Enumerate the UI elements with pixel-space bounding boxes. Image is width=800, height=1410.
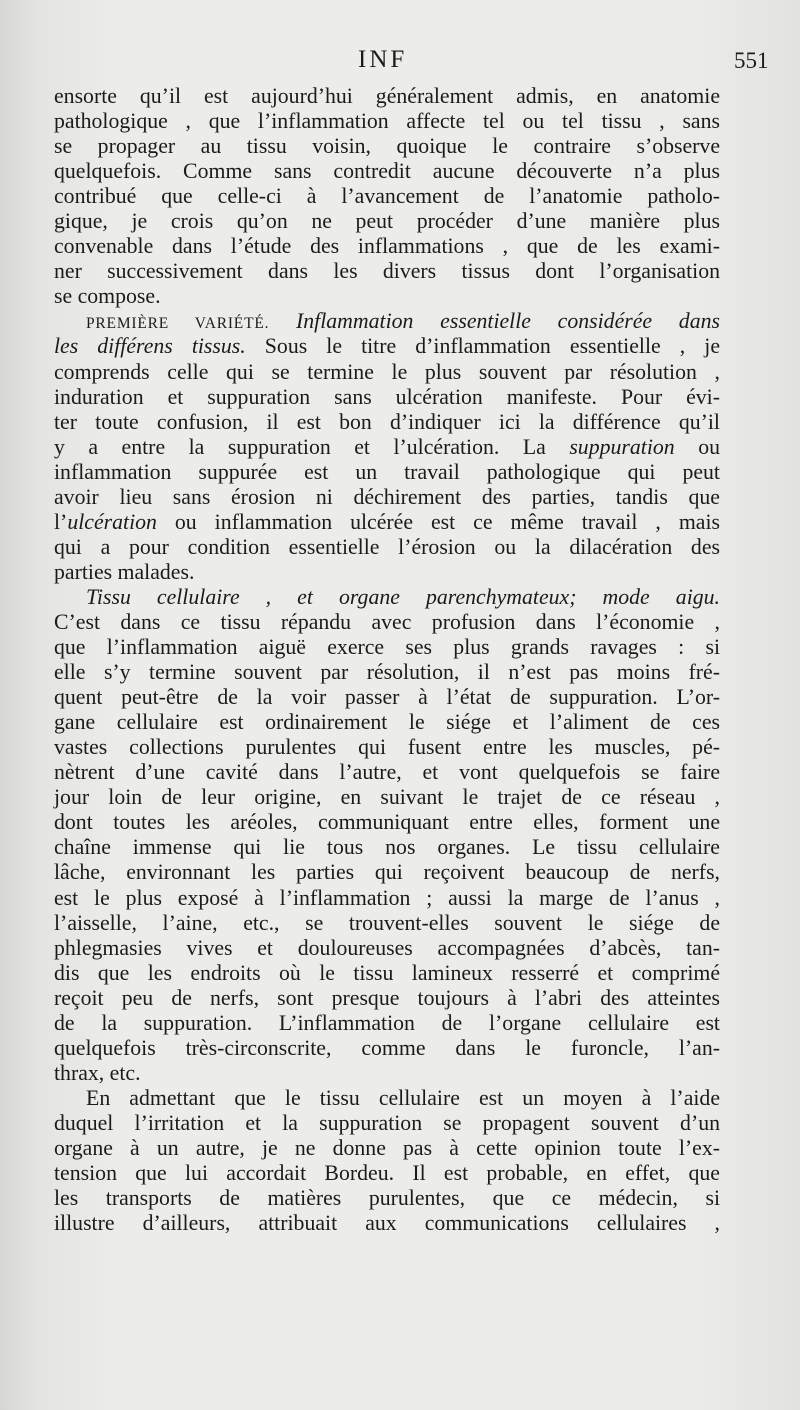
text-line: organe à un autre, je ne donne pas à cette opinion toute l’ex- <box>54 1135 720 1160</box>
page-header <box>0 46 800 86</box>
text-line: gique, je crois qu’on ne peut procéder d’une manière plus <box>54 209 720 234</box>
text-line: elle s’y termine souvent par résolution, il n’est pas moins fré- <box>54 660 720 685</box>
text-line <box>54 510 720 535</box>
text-line: se propager au tissu voisin, quoique le contraire s’observe <box>54 134 720 159</box>
text-line: duquel l’irritation et la suppuration se propagent souvent d’un <box>54 1110 720 1135</box>
subsection-title: Tissu cellulaire , et organe parenchymateux; mode aigu. <box>86 584 720 609</box>
text-line: de la suppuration. L’inflammation de l’organe cellulaire est <box>54 1010 720 1035</box>
subsection-heading-line <box>54 585 720 610</box>
text-run: l’ <box>54 509 68 534</box>
italic-term: ulcération <box>67 509 157 534</box>
text-run: y a entre la suppuration et l’ulcération. La <box>54 434 570 459</box>
running-head: INF <box>358 46 408 73</box>
text-line: gane cellulaire est ordinairement le siége et l’aliment de ces <box>54 710 720 735</box>
text-line: induration et suppuration sans ulcération manifeste. Pour évi- <box>54 384 720 409</box>
text-line <box>54 435 720 460</box>
text-line: comprends celle qui se termine le plus souvent par résolution , <box>54 359 720 384</box>
section-title-cont: les différens tissus. <box>54 334 246 359</box>
text-line: ner successivement dans les divers tissus dont l’organisation <box>54 259 720 284</box>
italic-term: suppuration <box>569 434 675 459</box>
text-line: ter toute confusion, il est bon d’indiquer ici la différence qu’il <box>54 409 720 434</box>
text-line: est le plus exposé à l’inflammation ; aussi la marge de l’anus , <box>54 885 720 910</box>
text-line: se compose. <box>54 284 161 309</box>
text-line: ensorte qu’il est aujourd’hui généralement admis, en anatomie <box>54 84 720 108</box>
text-line: les transports de matières purulentes, que ce médecin, si <box>54 1186 720 1211</box>
text-line: illustre d’ailleurs, attribuait aux communications cellulaires , <box>54 1211 720 1236</box>
text-line: parties malades. <box>54 559 195 584</box>
text-line: avoir lieu sans érosion ni déchirement des parties, tandis que <box>54 484 720 509</box>
text-line: jour loin de leur origine, en suivant le trajet de ce réseau , <box>54 785 720 810</box>
text-line: qui a pour condition essentielle l’érosion ou la dilacération des <box>54 534 720 559</box>
text-line: vastes collections purulentes qui fusent entre les muscles, pé- <box>54 735 720 760</box>
text-line: convenable dans l’étude des inflammations , que de les exami- <box>54 234 720 259</box>
text-line: C’est dans ce tissu répandu avec profusion dans l’économie , <box>54 609 720 634</box>
section-title: Inflammation essentielle considérée dans <box>269 309 720 334</box>
text-line: tension que lui accordait Bordeu. Il est probable, en effet, que <box>54 1161 720 1186</box>
text-line: thrax, etc. <box>54 1060 141 1085</box>
text-line: que l’inflammation aiguë exerce ses plus grands ravages : si <box>54 635 720 660</box>
section-heading-line <box>54 309 720 334</box>
page-number: 551 <box>734 48 769 73</box>
text-line: pathologique , que l’inflammation affecte tel ou tel tissu , sans <box>54 109 720 134</box>
text-line: phlegmasies vives et douloureuses accompagnées d’abcès, tan- <box>54 935 720 960</box>
text-line: nètrent d’une cavité dans l’autre, et vont quelquefois se faire <box>54 760 720 785</box>
text-line: quelquefois très-circonscrite, comme dans le furoncle, l’an- <box>54 1035 720 1060</box>
text-run: ou <box>674 434 720 459</box>
body-text <box>54 84 720 1236</box>
variety-label: PREMIÈRE VARIÉTÉ. <box>86 315 270 333</box>
text-line: lâche, environnant les parties qui reçoivent beaucoup de nerfs, <box>54 860 720 885</box>
text-line: inflammation suppurée est un travail pathologique qui peut <box>54 459 720 484</box>
text-line: dis que les endroits où le tissu lamineux resserré et comprimé <box>54 960 720 985</box>
text-line: contribué que celle-ci à l’avancement de l’anatomie patholo- <box>54 184 720 209</box>
text-run: Sous le titre d’inflammation essentielle , je <box>245 334 720 359</box>
text-line: En admettant que le tissu cellulaire est un moyen à l’aide <box>86 1085 720 1110</box>
text-line: quent peut-être de la voir passer à l’état de suppuration. L’or- <box>54 685 720 710</box>
text-line: chaîne immense qui lie tous nos organes. Le tissu cellulaire <box>54 835 720 860</box>
text-line <box>54 334 720 359</box>
text-run: ou inflammation ulcérée est ce même travail , mais <box>156 509 720 534</box>
text-line: dont toutes les aréoles, communiquant entre elles, forment une <box>54 810 720 835</box>
text-line: quelquefois. Comme sans contredit aucune découverte n’a plus <box>54 159 720 184</box>
text-line: l’aisselle, l’aine, etc., se trouvent-elles souvent le siége de <box>54 910 720 935</box>
text-line: reçoit peu de nerfs, sont presque toujours à l’abri des atteintes <box>54 985 720 1010</box>
